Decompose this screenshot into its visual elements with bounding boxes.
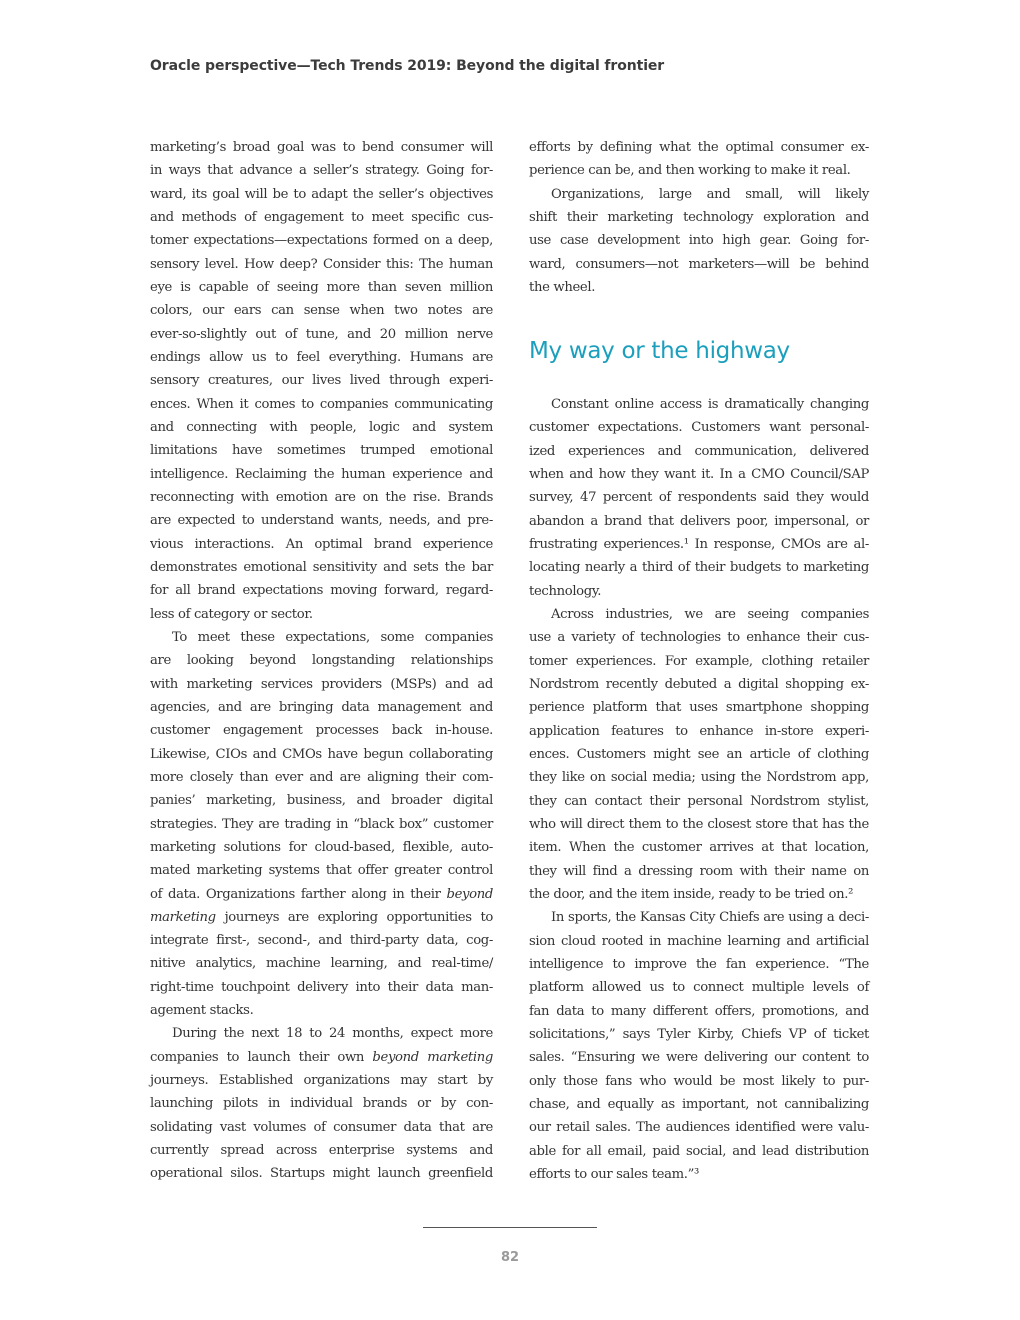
italic-text: marketing: [150, 909, 216, 925]
text-line: survey, 47 percent of respondents said they would: [529, 490, 869, 506]
text-line: Organizations, large and small, will likely: [551, 186, 869, 202]
text-line: sion cloud rooted in machine learning and artificial: [529, 933, 869, 949]
text-line: more closely than ever and are aligning their com-: [150, 769, 493, 785]
section-heading: My way or the highway: [529, 338, 790, 364]
text-line: with marketing services providers (MSPs) and ad: [150, 676, 493, 692]
text-line: ever-so-slightly out of tune, and 20 million nerve: [150, 326, 493, 342]
text-line: marketing’s broad goal was to bend consumer will: [150, 140, 493, 155]
text-line: journeys. Established organizations may start by: [150, 1073, 493, 1089]
text-line: sensory creatures, our lives lived through experi-: [150, 373, 493, 389]
text-line: panies’ marketing, business, and broader digital: [150, 793, 493, 809]
text-line: Constant online access is dramatically changing: [551, 397, 869, 412]
text-line: eye is capable of seeing more than seven million: [150, 279, 493, 295]
text-line: [150, 906, 493, 929]
text-line: [150, 883, 493, 906]
text-line: ized experiences and communication, delivered: [529, 443, 869, 459]
text-line: ences. Customers might see an article of clothing: [529, 746, 869, 762]
text-line: Nordstrom recently debuted a digital shopping ex-: [529, 676, 869, 692]
text-line: platform allowed us to connect multiple levels of: [529, 980, 869, 996]
paragraph: [529, 136, 869, 183]
paragraph: [150, 1022, 493, 1185]
text-line: operational silos. Startups might launch greenfield: [150, 1166, 493, 1182]
text-line: use case development into high gear. Going for-: [529, 233, 869, 249]
paragraph: [150, 136, 493, 626]
text-line: solicitations,” says Tyler Kirby, Chiefs VP of ticket: [529, 1026, 869, 1042]
text-line: tomer expectations—expectations formed on a deep,: [150, 233, 493, 249]
text-line: they will find a dressing room with their name on: [529, 863, 869, 879]
text-line: agement stacks.: [150, 1003, 254, 1019]
page-number: 82: [500, 1250, 520, 1265]
text-line: less of category or sector.: [150, 606, 313, 622]
text-line: and methods of engagement to meet specific cus-: [150, 209, 493, 225]
text-line: endings allow us to feel everything. Humans are: [150, 349, 493, 365]
text-line: they like on social media; using the Nordstrom app,: [529, 770, 869, 786]
text-line: only those fans who would be most likely to pur-: [529, 1073, 869, 1089]
text-line: perience can be, and then working to make it real.: [529, 163, 851, 179]
text-line: sensory level. How deep? Consider this: The human: [150, 256, 493, 272]
text-line: in ways that advance a seller’s strategy. Going for-: [150, 163, 493, 179]
text-line: intelligence to improve the fan experience. “The: [529, 956, 869, 972]
text-line: right-time touchpoint delivery into their data man-: [150, 979, 493, 995]
text-line: agencies, and are bringing data management and: [150, 699, 493, 715]
text-line: for all brand expectations moving forward, regard-: [150, 583, 493, 599]
text-segment: companies to launch their own: [150, 1049, 373, 1065]
text-line: [150, 1046, 493, 1069]
text-line: shift their marketing technology exploration and: [529, 209, 869, 225]
text-line: Across industries, we are seeing companies: [551, 606, 869, 622]
text-segment: of data. Organizations farther along in their: [150, 886, 447, 902]
text-line: locating nearly a third of their budgets to marketing: [529, 560, 869, 576]
text-line: are expected to understand wants, needs, and pre-: [150, 513, 493, 529]
text-line: technology.: [529, 583, 602, 599]
text-line: fan data to many different offers, promotions, and: [529, 1003, 869, 1019]
text-line: chase, and equally as important, not cannibalizing: [529, 1096, 869, 1112]
text-line: are looking beyond longstanding relationships: [150, 653, 493, 669]
text-line: mated marketing systems that offer greater control: [150, 863, 493, 879]
paragraph: [529, 183, 869, 300]
text-line: frustrating experiences.¹ In response, CMOs are al-: [529, 536, 869, 552]
text-line: perience platform that uses smartphone shopping: [529, 700, 869, 716]
paragraph: [529, 906, 869, 1186]
text-line: abandon a brand that delivers poor, impersonal, or: [529, 513, 869, 529]
text-line: strategies. They are trading in “black box” customer: [150, 816, 493, 832]
text-line: who will direct them to the closest store that has the: [529, 816, 869, 832]
text-line: intelligence. Reclaiming the human experience and: [150, 466, 493, 482]
text-line: use a variety of technologies to enhance their cus-: [529, 630, 869, 646]
text-line: Likewise, CIOs and CMOs have begun collaborating: [150, 746, 493, 762]
text-line: efforts by defining what the optimal consumer ex-: [529, 140, 869, 155]
text-segment: journeys are exploring opportunities to: [215, 909, 493, 925]
text-line: when and how they want it. In a CMO Council/SAP: [529, 466, 869, 482]
right-column-top: [529, 136, 869, 299]
text-line: tomer experiences. For example, clothing retailer: [529, 653, 869, 669]
text-line: marketing solutions for cloud-based, flexible, auto-: [150, 839, 493, 855]
text-line: integrate first-, second-, and third-party data, cog-: [150, 933, 493, 949]
text-line: ward, its goal will be to adapt the seller’s objectives: [150, 186, 493, 202]
text-line: demonstrates emotional sensitivity and sets the bar: [150, 559, 493, 575]
text-line: currently spread across enterprise systems and: [150, 1143, 493, 1159]
text-line: customer engagement processes back in-house.: [150, 723, 493, 739]
text-line: limitations have sometimes trumped emotional: [150, 443, 493, 459]
text-line: the wheel.: [529, 279, 596, 295]
footer-rule: [423, 1227, 597, 1228]
italic-text: beyond marketing: [372, 1049, 493, 1065]
text-line: solidating vast volumes of consumer data that are: [150, 1119, 493, 1135]
text-line: customer expectations. Customers want personal-: [529, 420, 869, 436]
text-line: ward, consumers—not marketers—will be behind: [529, 256, 869, 272]
text-line: vious interactions. An optimal brand experience: [150, 536, 493, 552]
text-line: our retail sales. The audiences identified were valu-: [529, 1120, 869, 1136]
left-column: [150, 136, 493, 1186]
text-line: ences. When it comes to companies communicating: [150, 396, 493, 412]
text-line: and connecting with people, logic and system: [150, 419, 493, 435]
italic-text: beyond: [446, 886, 493, 902]
text-line: launching pilots in individual brands or by con-: [150, 1096, 493, 1112]
text-line: During the next 18 to 24 months, expect more: [172, 1026, 493, 1042]
paragraph: [529, 393, 869, 603]
text-line: efforts to our sales team.”³: [529, 1166, 699, 1182]
text-line: To meet these expectations, some companies: [172, 629, 493, 645]
text-line: colors, our ears can sense when two notes are: [150, 303, 493, 319]
paragraph: [529, 603, 869, 906]
text-line: they can contact their personal Nordstrom stylist,: [529, 793, 869, 809]
text-line: application features to enhance in-store experi-: [529, 723, 869, 739]
text-line: nitive analytics, machine learning, and real-time/: [150, 956, 493, 972]
text-line: In sports, the Kansas City Chiefs are using a deci-: [551, 910, 869, 926]
text-line: the door, and the item inside, ready to be tried on.²: [529, 886, 854, 902]
text-line: sales. “Ensuring we were delivering our content to: [529, 1050, 869, 1066]
text-line: item. When the customer arrives at that location,: [529, 840, 869, 856]
right-column-bottom: [529, 393, 869, 1186]
text-line: reconnecting with emotion are on the rise. Brands: [150, 489, 493, 505]
text-line: able for all email, paid social, and lead distribution: [529, 1143, 869, 1159]
running-header: Oracle perspective—Tech Trends 2019: Beyond the digital frontier: [150, 58, 665, 74]
paragraph: [150, 626, 493, 1023]
